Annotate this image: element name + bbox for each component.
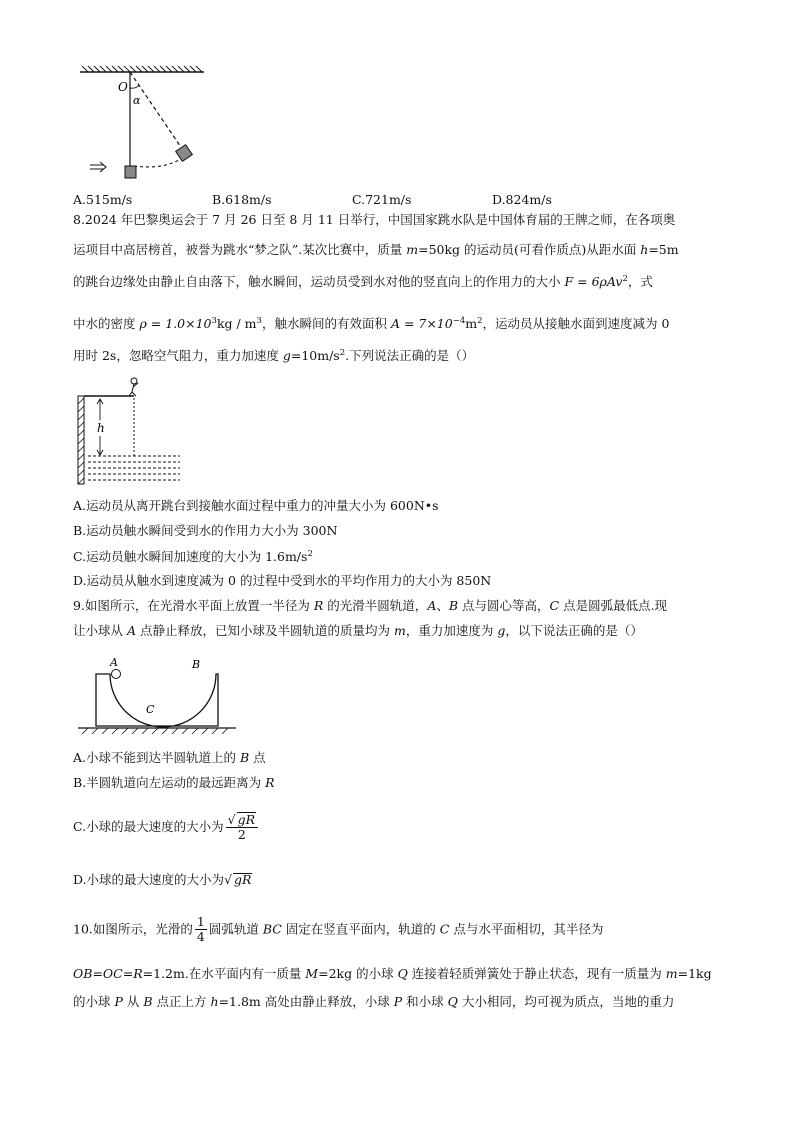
q8-line-2: 运项目中高居榜首，被誉为跳水“梦之队”.某次比赛中，质量 m=50kg 的运动员(可看作质点)从距水面 h=5m xyxy=(73,242,679,257)
q9-line-1: 9.如图所示，在光滑水平面上放置一半径为 R 的光滑半圆轨道，A、B 点与圆心等高，C 点是圆弧最低点.现 xyxy=(73,598,668,613)
label-c: C xyxy=(146,703,155,716)
label-alpha: α xyxy=(133,94,141,107)
q7-option-c: C.721m/s xyxy=(352,192,412,207)
q7-option-a: A.515m/s xyxy=(73,192,133,207)
q8-line-1: 8.2024 年巴黎奥运会于 7 月 26 日至 8 月 11 日举行，中国国家跳水队是中国体育届的王牌之师，在各项奥 xyxy=(73,212,676,227)
label-o: O xyxy=(118,80,128,94)
q9-option-a: A.小球不能到达半圆轨道上的 B 点 xyxy=(73,750,266,765)
q10-line-3: 的小球 P 从 B 点正上方 h=1.8m 高处由静止释放，小球 P 和小球 Q 大小相同，均可视为质点，当地的重力 xyxy=(73,994,675,1009)
q8-line-4: 中水的密度 $\rho = 1.0\times 10^3kg / m^3$，触水瞬间的有效面积 $A = 7\times 10^{-4}m^2$，运动员从接触水面到速度减为 0 xyxy=(73,316,670,332)
diving-platform-figure xyxy=(72,374,184,490)
label-b: B xyxy=(192,658,201,671)
q8-line-5: 用时 2s，忽略空气阻力，重力加速度 $g=10m/s^2$.下列说法正确的是（） xyxy=(73,348,475,364)
q10-line-2: OB=OC=R=1.2m.在水平面内有一质量 M=2kg 的小球 Q 连接着轻质弹簧处于静止状态，现有一质量为 m=1kg xyxy=(73,966,712,981)
q7-option-b: B.618m/s xyxy=(212,192,272,207)
q8-option-d: D.运动员从触水到速度减为 0 的过程中受到水的平均作用力的大小为 850N xyxy=(73,573,492,588)
q8-option-c: C.运动员触水瞬间加速度的大小为 $1.6m/s^2$ xyxy=(73,549,313,565)
q8-option-b: B.运动员触水瞬间受到水的作用力大小为 300N xyxy=(73,523,338,538)
q8-line-3: 的跳台边缘处由静止自由落下，触水瞬间，运动员受到水对他的竖直向上的作用力的大小 F = 6ρAv$^2$，式 xyxy=(73,274,653,290)
semicircle-track-figure xyxy=(78,652,238,736)
q9-line-2: 让小球从 A 点静止释放，已知小球及半圆轨道的质量均为 m，重力加速度为 g，以下说法正确的是（） xyxy=(73,623,643,638)
q9-option-b: B.半圆轨道向左运动的最远距离为 R xyxy=(73,775,275,790)
q9-option-d: D.小球的最大速度的大小为√ gR xyxy=(73,872,252,887)
q8-option-a: A.运动员从离开跳台到接触水面过程中重力的冲量大小为 600N•s xyxy=(73,498,439,513)
label-h: h xyxy=(97,421,105,435)
label-a: A xyxy=(110,656,118,669)
q9-option-c: C.小球的最大速度的大小为 $\frac{√ gR}{2}$ xyxy=(73,812,260,843)
q7-option-d: D.824m/s xyxy=(492,192,552,207)
q10-line-1: 10.如图所示，光滑的 $\frac{1}{4}$ 圆弧轨道 BC 固定在竖直平面内，轨道的 C 点与水平面相切，其半径为 xyxy=(73,914,604,945)
pendulum-figure xyxy=(70,62,210,184)
